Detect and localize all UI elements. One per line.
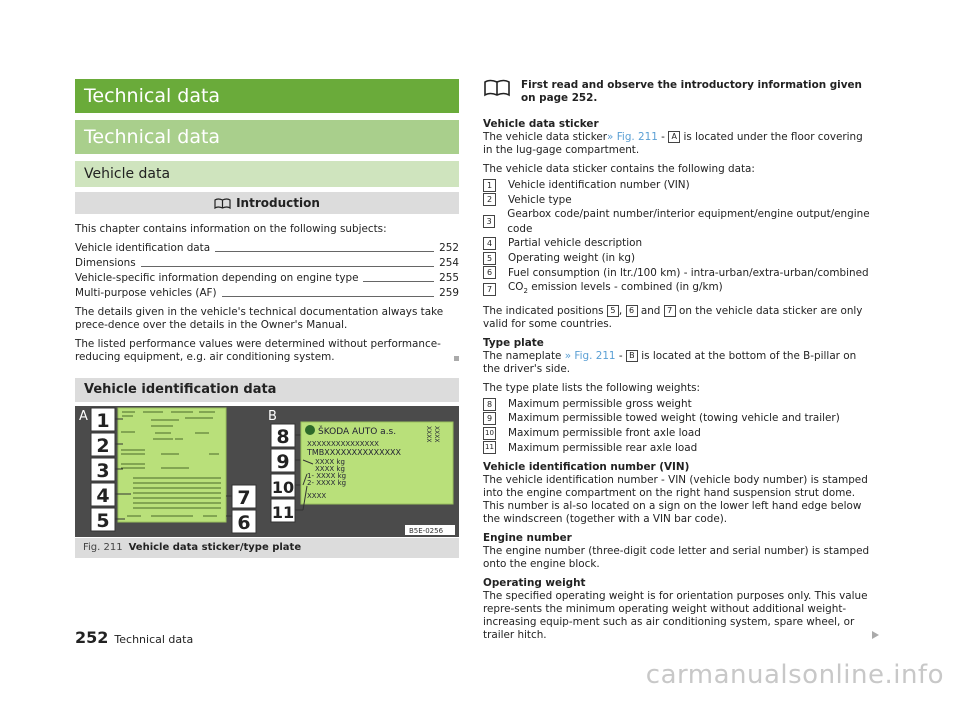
skoda-logo-icon	[305, 425, 315, 435]
callout-5: 5	[96, 510, 110, 532]
callout-2: 2	[96, 435, 110, 457]
callout-6: 6	[237, 512, 251, 534]
list-item: 5 Operating weight (in kg)	[483, 251, 873, 266]
engine-title: Engine number	[483, 532, 572, 545]
plate-kg4: 2- XXXX kg	[307, 479, 347, 487]
plate-kg1: XXXX kg	[315, 458, 345, 466]
toc-page: 252	[439, 242, 459, 254]
left-column	[75, 79, 459, 558]
book-icon	[483, 79, 511, 97]
figure-caption	[75, 538, 459, 558]
plate-kg3: 1- XXXX kg	[307, 472, 347, 480]
continue-arrow-icon	[872, 631, 879, 639]
type-plate-paragraph: The nameplate » Fig. 211 - B is located at the bottom of the B-pillar on the driver's side.	[483, 349, 857, 375]
engine-text: The engine number (three-digit code letter and serial number) is stamped onto the engine block.	[483, 545, 870, 571]
toc-label: Vehicle-specific information depending on engine type	[75, 272, 359, 284]
paragraph-performance: The listed performance values were determined without performance-reducing equipment, e.g. air conditioning system.	[75, 338, 441, 363]
vin-text: The vehicle identification number - VIN (vehicle body number) is stamped into the engine compartment on the right hand suspension strut dome. This number is al-so located on a sign on the lower left hand edge below the windscreen (together with a VIN bar code).	[483, 474, 868, 526]
notice-text: First read and observe the introductory information given on page 252.	[521, 79, 862, 104]
introduction-header	[75, 192, 459, 214]
sticker-paragraph: The vehicle data sticker» Fig. 211 - A is located under the floor covering in the lug-gage compartment.	[483, 131, 863, 156]
badge-a: A	[668, 131, 680, 143]
list-item: 10 Maximum permissible front axle load	[483, 426, 873, 441]
type-plate-title: Type plate	[483, 336, 544, 349]
fig-link[interactable]: » Fig. 211	[607, 131, 658, 143]
page-label: Technical data	[114, 633, 194, 646]
toc-list	[75, 242, 459, 300]
figure-label-b: B	[268, 409, 277, 424]
toc-label: Vehicle identification data	[75, 242, 211, 254]
callout-11: 11	[271, 503, 295, 522]
list-item: 1 Vehicle identification number (VIN)	[483, 178, 873, 193]
caption-number: Fig. 211	[83, 542, 123, 553]
callout-9: 9	[276, 451, 290, 473]
callout-8: 8	[276, 426, 290, 448]
toc-row[interactable]	[75, 257, 459, 270]
plate-brand: ŠKODA AUTO a.s.	[318, 427, 397, 437]
chapter-title: Technical data	[75, 79, 459, 113]
list-item: 8 Maximum permissible gross weight	[483, 397, 873, 412]
operating-weight-title: Operating weight	[483, 577, 586, 590]
page-number: 252	[75, 628, 109, 647]
subsection-title: Vehicle data	[75, 161, 459, 187]
toc-leader	[363, 281, 434, 282]
toc-row[interactable]	[75, 272, 459, 285]
positions-note: The indicated positions 5 , 6 and 7 on the vehicle data sticker are only valid for some countries.	[483, 304, 863, 330]
toc-row[interactable]	[75, 287, 459, 300]
figure-211	[75, 406, 459, 537]
toc-page: 255	[439, 272, 459, 284]
toc-label: Dimensions	[75, 257, 136, 269]
page-footer	[75, 628, 193, 647]
notice-block	[483, 79, 873, 105]
plate-side-2: XXXX	[433, 426, 440, 443]
callout-7: 7	[237, 487, 251, 509]
callout-4: 4	[96, 485, 110, 507]
paragraph-details: The details given in the vehicle's technical documentation always take prece-dence over the details in the Owner's Manual.	[75, 306, 444, 331]
toc-row[interactable]	[75, 242, 459, 255]
book-icon	[214, 198, 231, 209]
plate-side-1: XXXX	[425, 426, 432, 443]
list-item: 11 Maximum permissible rear axle load	[483, 441, 873, 456]
figure-code: B5E-0256	[409, 527, 444, 535]
data-sticker	[118, 408, 226, 522]
plate-kg2: XXXX kg	[315, 465, 345, 473]
operating-weight-text: The specified operating weight is for orientation purposes only. This value repre-sents the minimum operating weight without additional weight-increasing equip-ment such as air conditioning system, spare wheel, or trailer hitch.	[483, 590, 868, 642]
fig-link[interactable]: » Fig. 211	[564, 349, 616, 362]
plate-line2: TMBXXXXXXXXXXXXXX	[307, 448, 402, 457]
sticker-list-intro: The vehicle data sticker contains the following data:	[483, 163, 755, 175]
list-item: 3 Gearbox code/paint number/interior equipment/engine output/engine code	[483, 207, 873, 236]
sticker-title: Vehicle data sticker	[483, 118, 599, 130]
introduction-title: Introduction	[236, 196, 320, 210]
right-column	[483, 79, 873, 642]
toc-page: 254	[439, 257, 459, 269]
section-title: Technical data	[75, 120, 459, 154]
list-item: 4 Partial vehicle description	[483, 236, 873, 251]
list-item: 7 $CO_2$ emission levels - combined (in g/km)	[483, 280, 873, 299]
plate-bottom: XXXX	[307, 492, 327, 500]
vin-title: Vehicle identification number (VIN)	[483, 461, 690, 474]
figure-illustration	[75, 406, 459, 537]
list-item: 2 Vehicle type	[483, 193, 873, 208]
watermark: carmanualsonline.info	[645, 660, 944, 690]
weights-list	[483, 397, 873, 455]
callout-3: 3	[96, 460, 110, 482]
toc-leader	[215, 251, 434, 252]
badge-b: B	[626, 350, 638, 362]
list-item: 9 Maximum permissible towed weight (towing vehicle and trailer)	[483, 411, 873, 426]
caption-text: Vehicle data sticker/type plate	[128, 542, 302, 553]
callout-10: 10	[271, 478, 295, 497]
end-marker	[454, 356, 459, 361]
figure-label-a: A	[79, 409, 88, 424]
sticker-list	[483, 178, 873, 299]
weights-intro: The type plate lists the following weights:	[483, 381, 701, 394]
toc-leader	[222, 296, 435, 297]
intro-text: This chapter contains information on the following subjects:	[75, 223, 387, 235]
plate-line1: XXXXXXXXXXXXXXX	[307, 440, 379, 448]
toc-leader	[141, 266, 435, 267]
toc-label: Multi-purpose vehicles (AF)	[75, 287, 217, 299]
toc-page: 259	[439, 287, 459, 299]
list-item: 6 Fuel consumption (in ltr./100 km) - intra-urban/extra-urban/combined	[483, 266, 873, 281]
callout-1: 1	[96, 410, 110, 432]
vehicle-identification-header: Vehicle identification data	[75, 378, 459, 402]
